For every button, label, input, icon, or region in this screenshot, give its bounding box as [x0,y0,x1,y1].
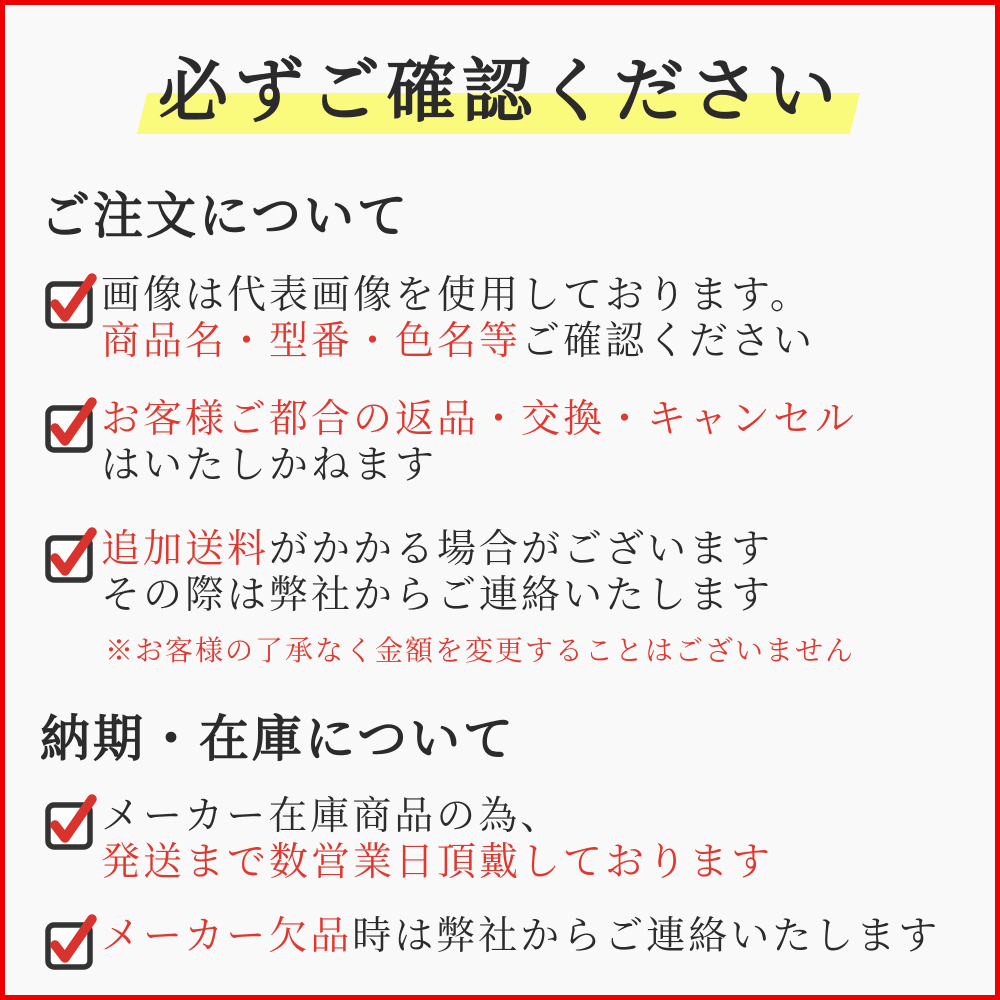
item-text-segment: はいたしかねます [101,443,438,489]
checklist-item-maker-out-of-stock [44,914,995,970]
checklist-item-returns [44,397,995,489]
checked-checkbox-icon [44,395,98,453]
item-text-segment: ご確認ください [521,319,816,365]
item-text [101,794,773,886]
section-heading-delivery-stock: 納期・在庫について [40,709,516,769]
page-title [5,41,995,143]
item-text-segment-emphasis: メーカー欠品 [101,914,353,960]
item-text-segment: 画像は代表画像を使用しております。 [101,273,812,318]
checked-checkbox-icon [44,271,98,329]
item-text-segment: がかかる場合がございます [269,527,774,573]
checklist-item-representative-image [44,273,995,365]
item-text [101,397,857,489]
item-text [101,914,940,960]
section-heading-orders: ご注文について [40,186,410,245]
checked-checkbox-icon [44,912,98,970]
item-text-segment-emphasis: お客様ご都合の返品・交換・キャンセル [101,397,858,443]
price-change-disclaimer-note: ※お客様の了承なく金額を変更することはございません [105,634,856,668]
item-text [101,527,773,619]
checklist-item-maker-stock [44,794,995,886]
checked-checkbox-icon [44,525,98,583]
item-text-segment: その際は弊社からご連絡いたします [101,573,774,619]
page-title-text: 必ずご確認ください [158,49,842,132]
item-text-segment: 時は弊社からご連絡いたします [352,914,941,960]
item-text-segment-emphasis: 発送まで数営業日頂戴しております [101,840,774,886]
checked-checkbox-icon [44,792,98,850]
checklist-item-extra-shipping [44,527,995,619]
item-text-segment: メーカー在庫商品の為、 [101,794,563,840]
item-text-segment-emphasis: 追加送料 [101,527,270,573]
item-text [101,273,815,365]
item-text-segment-emphasis: 商品名・型番・色名等 [101,319,522,365]
